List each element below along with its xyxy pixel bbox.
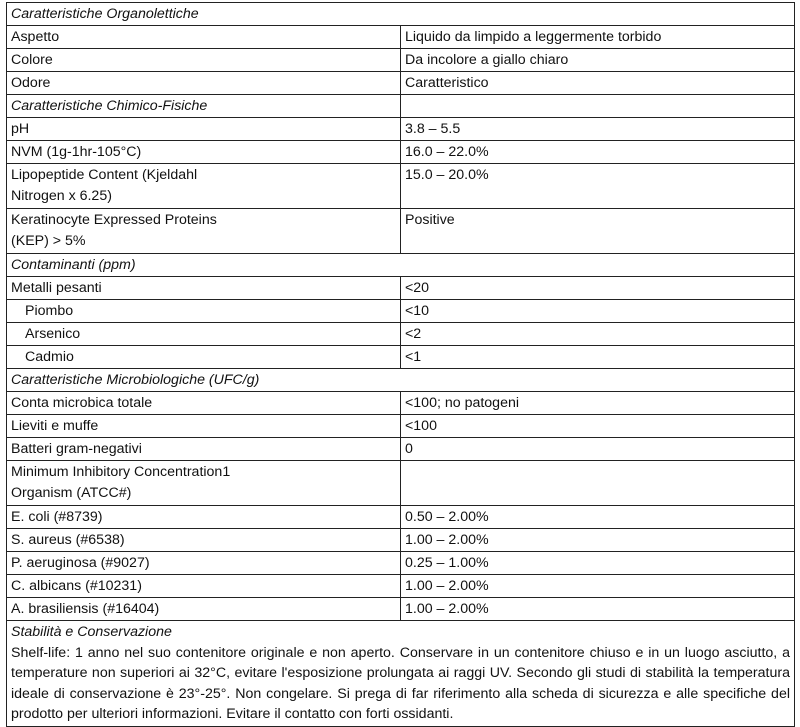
specification-table	[6, 2, 795, 727]
section-row	[7, 95, 795, 118]
empty-cell	[401, 461, 795, 506]
property-label: Odore	[7, 72, 401, 95]
table-row	[7, 438, 795, 461]
mic-header-line: Organism (ATCC#)	[11, 485, 132, 501]
mic-header	[7, 461, 401, 506]
section-row	[7, 254, 795, 277]
mic-header-line: Minimum Inhibitory Concentration1	[11, 464, 231, 480]
stability-text: Shelf-life: 1 anno nel suo contenitore originale e non aperto. Conservare in un contenitore chiuso e in un luogo asciutto, a temperature non superiori ai 32°C, evitare l'esposizione prolungata ai raggi UV. Secondo gli studi di stabilità la temperatura ideale di conservazione è 23°-25°. Non congelare. Si prega di far riferimento alla scheda di sicurezza e alle specifiche del prodotto per ulteriori informazioni. Evitare il contatto con forti ossidanti.	[11, 644, 790, 723]
property-value: <2	[401, 323, 795, 346]
table-row	[7, 323, 795, 346]
label-line: (KEP) > 5%	[11, 233, 86, 249]
property-value: <10	[401, 300, 795, 323]
table-row	[7, 552, 795, 575]
section-row	[7, 369, 795, 392]
empty-cell	[401, 95, 795, 118]
property-value: <100	[401, 415, 795, 438]
section-heading-microbiologiche: Caratteristiche Microbiologiche (UFC/g)	[7, 369, 795, 392]
label-line: Lipopeptide Content (Kjeldahl	[11, 167, 198, 183]
table-row	[7, 26, 795, 49]
mic-value: 0.25 – 1.00%	[401, 552, 795, 575]
organism-label: P. aeruginosa (#9027)	[7, 552, 401, 575]
property-value: <100; no patogeni	[401, 392, 795, 415]
table-row	[7, 392, 795, 415]
table-row	[7, 415, 795, 438]
property-label: Conta microbica totale	[7, 392, 401, 415]
property-label: Batteri gram-negativi	[7, 438, 401, 461]
property-label: NVM (1g-1hr-105°C)	[7, 141, 401, 164]
property-label	[7, 164, 401, 209]
table-row	[7, 300, 795, 323]
property-label: Lieviti e muffe	[7, 415, 401, 438]
table-row	[7, 118, 795, 141]
table-row	[7, 506, 795, 529]
property-value: Liquido da limpido a leggermente torbido	[401, 26, 795, 49]
section-row	[7, 621, 795, 727]
table-row	[7, 72, 795, 95]
table-row	[7, 575, 795, 598]
table-row	[7, 164, 795, 209]
table-row	[7, 598, 795, 621]
section-heading-contaminanti: Contaminanti (ppm)	[7, 254, 795, 277]
section-heading-chimico-fisiche: Caratteristiche Chimico-Fisiche	[7, 95, 401, 118]
property-value: 16.0 – 22.0%	[401, 141, 795, 164]
table-row	[7, 529, 795, 552]
property-value: 3.8 – 5.5	[401, 118, 795, 141]
mic-value: 0.50 – 2.00%	[401, 506, 795, 529]
property-value: Positive	[401, 209, 795, 254]
property-value: Da incolore a giallo chiaro	[401, 49, 795, 72]
mic-value: 1.00 – 2.00%	[401, 575, 795, 598]
section-heading-stabilita: Stabilità e Conservazione	[11, 624, 172, 640]
property-value: <20	[401, 277, 795, 300]
label-line: Nitrogen x 6.25)	[11, 188, 112, 204]
table-row	[7, 209, 795, 254]
mic-value: 1.00 – 2.00%	[401, 529, 795, 552]
table-row	[7, 141, 795, 164]
label-line: Keratinocyte Expressed Proteins	[11, 212, 217, 228]
section-row	[7, 3, 795, 26]
specification-sheet	[6, 2, 795, 727]
property-value: 0	[401, 438, 795, 461]
organism-label: E. coli (#8739)	[7, 506, 401, 529]
property-label: Colore	[7, 49, 401, 72]
section-heading-organolettiche: Caratteristiche Organolettiche	[7, 3, 795, 26]
property-value: <1	[401, 346, 795, 369]
property-label: Piombo	[7, 300, 401, 323]
stability-section	[7, 621, 795, 727]
table-row	[7, 461, 795, 506]
property-label: Cadmio	[7, 346, 401, 369]
property-value: 15.0 – 20.0%	[401, 164, 795, 209]
property-label: pH	[7, 118, 401, 141]
mic-value: 1.00 – 2.00%	[401, 598, 795, 621]
table-row	[7, 277, 795, 300]
property-label	[7, 209, 401, 254]
property-label: Arsenico	[7, 323, 401, 346]
table-row	[7, 49, 795, 72]
organism-label: A. brasiliensis (#16404)	[7, 598, 401, 621]
organism-label: C. albicans (#10231)	[7, 575, 401, 598]
table-row	[7, 346, 795, 369]
property-value: Caratteristico	[401, 72, 795, 95]
organism-label: S. aureus (#6538)	[7, 529, 401, 552]
property-label: Metalli pesanti	[7, 277, 401, 300]
property-label: Aspetto	[7, 26, 401, 49]
